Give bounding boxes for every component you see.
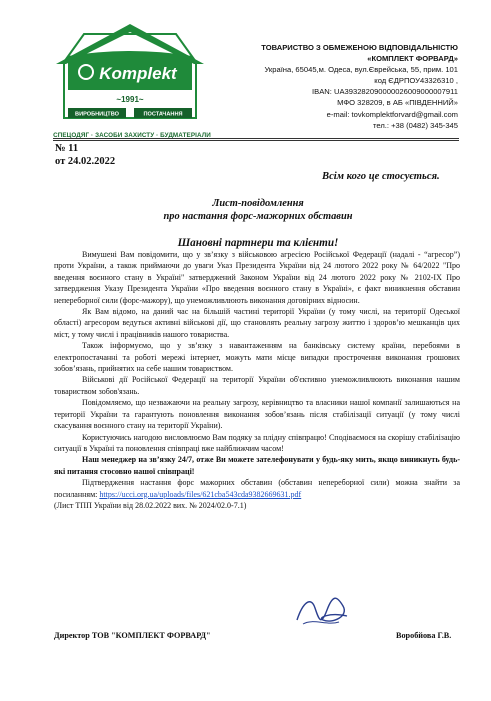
document-number-block xyxy=(55,142,115,168)
letter-title xyxy=(55,197,461,223)
svg-text:Komplekt: Komplekt xyxy=(99,64,177,83)
company-code: код ЄДРПОУ43326310 , xyxy=(374,76,458,86)
logo-caption: СПЕЦОДЯГ · ЗАСОБИ ЗАХИСТУ · БУДМАТЕРІАЛИ xyxy=(53,132,211,139)
paragraph-6: Користуючись нагодою висловлюємо Вам подяку за плідну співпрацю! Сподіваємося на скорішу стабілізацію ситуації в Україні та поновлення співпраці вже найближчим часом! xyxy=(54,432,460,453)
company-iban: IBAN: UA393282090000026009000007911 xyxy=(312,87,458,97)
title-line-2: про настання форс-мажорних обставин xyxy=(163,211,353,222)
signature-scribble xyxy=(293,590,351,632)
company-logo xyxy=(54,22,206,134)
header-divider xyxy=(53,138,459,139)
paragraph-7: Наш менеджер на зв’язку 24/7, отже Ви можете зателефонувати у будь-яку мить, якщо виникнуть будь-які питання стосовно нашої співпраці! xyxy=(54,455,460,476)
paragraph-2: Як Вам відомо, на даний час на більшій частині території України (у тому числі, на території Одеської області) агресором ведуться активні військові дії, що становлять реальну загрозу життю і здоров’ю мешканців цих міст, у тому числі і працівників нашого товариства. xyxy=(54,307,460,339)
director-name: Воробйова Г.В. xyxy=(396,631,452,640)
greeting: Шановні партнери та клієнти! xyxy=(177,237,339,249)
company-name: «КОМПЛЕКТ ФОРВАРД» xyxy=(367,54,458,64)
document-number: № 11 xyxy=(55,143,79,154)
company-bank: МФО 328209, в АБ «ПІВДЕННИЙ» xyxy=(337,98,458,108)
company-email: e-mail: tovkomplektforvard@gmail.com xyxy=(326,109,458,119)
logo-year: ~1991~ xyxy=(116,95,144,104)
paragraph-5: Повідомляємо, що незважаючи на реальну загрозу, керівництво та власники нашої компанії залишаються на території України та гарантують поновлення виконання зобов’язань після стабілізації ситуації (у тому числі скасування воєнного стану на території України). xyxy=(54,398,460,431)
paragraph-4: Військові дії Російської Федерації на території України об'єктивно унеможливлюють виконання нашим товариством зобов'язань. xyxy=(54,375,460,396)
letter-body xyxy=(54,249,460,511)
company-phone: тел.: +38 (0482) 345-345 xyxy=(372,120,458,130)
addressee: Всім кого це стосується. xyxy=(322,171,440,182)
paragraph-8 xyxy=(54,477,460,500)
director-title: Директор ТОВ "КОМПЛЕКТ ФОРВАРД" xyxy=(54,631,211,640)
paragraph-1: Вимушені Вам повідомити, що у зв’язку з військовою агресією Російської Федерації (надалі - “агресор”) проти України, а також приймаючи до уваги Указ Президента України від 24 лютого 2022 року № 64/2022 "Про введення воєнного стану в Україні" затверджений Законом України від 24 лютого 2022 року № 2102-IX Про затвердження Указу Президента України «Про введення воєнного стану в Україні», є факт виникнення обставин непереборної сили (форс-мажору), що унеможливлюють виконання договірних відносин. xyxy=(54,250,460,305)
logo-left-band: ВИРОБНИЦТВО xyxy=(75,111,119,118)
paragraph-3: Також інформуємо, що у зв’язку з навантаженням на банківську систему країни, перебоями в електропостачанні та роботі мережі інтернет, можуть мати місце випадки прострочення виконання грошових зобов’язань, прийнятих на себе нашим товариством. xyxy=(54,341,460,374)
paragraph-9: (Лист ТПП України від 28.02.2022 вих. № 2024/02.0-7.1) xyxy=(54,500,247,510)
header-divider-2 xyxy=(53,140,459,141)
company-requisites xyxy=(205,42,458,131)
tpp-link[interactable]: https://ucci.org.ua/uploads/files/621cba543cda9382669631.pdf xyxy=(99,489,302,499)
title-line-1: Лист-повідомлення xyxy=(212,198,304,209)
logo-right-band: ПОСТАЧАННЯ xyxy=(143,111,183,118)
paragraph-8-text: Підтвердження настання форс мажорних обставин (обставин непереборної сили) можна знайти за посиланням: xyxy=(54,478,460,499)
company-type: ТОВАРИСТВО З ОБМЕЖЕНОЮ ВІДПОВІДАЛЬНІСТЮ xyxy=(261,43,458,52)
document-date: от 24.02.2022 xyxy=(55,156,116,167)
brand-text xyxy=(99,64,178,83)
company-address: Україна, 65045,м. Одеса, вул.Єврейська, 55, прим. 101 xyxy=(264,65,458,75)
